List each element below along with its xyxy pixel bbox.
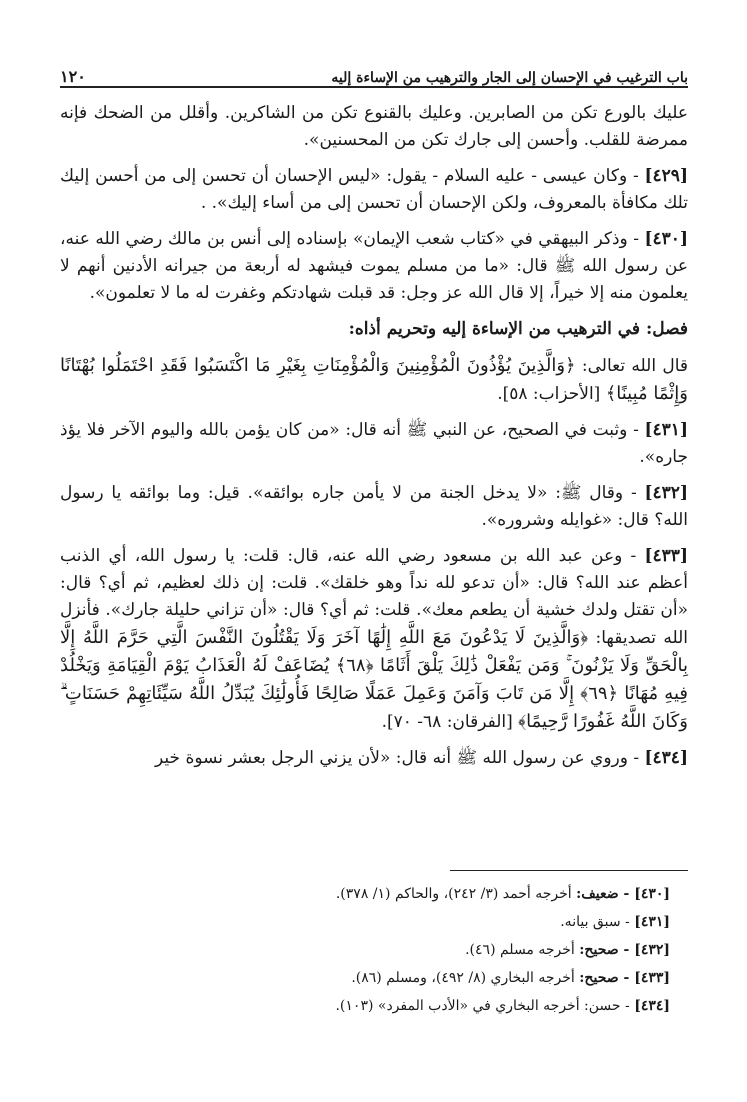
footnote-text: - حسن: أخرجه البخاري في «الأدب المفرد» (١٠٣). — [335, 998, 635, 1014]
paragraph-continuation — [60, 100, 688, 154]
paragraph-text: - وعن عبد الله بن مسعود رضي الله عنه، قال: قلت: يا رسول الله، أي الذنب أعظم عند الله؟ قال: «أن تدعو لله نداً وهو خلقك». قلت: إن ذلك لعظيم، ثم أي؟ قال: «أن تقتل ولدك خشية أن يطعم معك». قلت: ثم أي؟ قال: «أن تزاني حليلة جارك». فأنزل الله تصديقها: — [60, 546, 688, 648]
quran-verse-1 — [60, 352, 688, 408]
hadith-number: [٤٣٣] — [644, 546, 688, 566]
footnote-number: [٤٣٢] — [634, 942, 670, 958]
footnote-divider — [450, 870, 688, 871]
paragraph-432 — [60, 480, 688, 534]
footnote-text: - سبق بيانه. — [560, 914, 635, 930]
verse-reference: [الفرقان: ٦٨- ٧٠]. — [381, 712, 519, 732]
hadith-number: [٤٣٠] — [644, 229, 688, 249]
section-heading: فصل: في الترهيب من الإساءة إليه وتحريم أذاه: — [348, 319, 688, 339]
verse-text: ﴿وَالَّذِينَ لَا يَدْعُونَ مَعَ اللَّهِ إِلَٰهًا آخَرَ وَلَا يَقْتُلُونَ النَّفْسَ الَّتِي حَرَّمَ اللَّهُ إِلَّا بِالْحَقِّ وَلَا يَزْنُونَ ۚ وَمَن يَفْعَلْ ذَٰلِكَ يَلْقَ أَثَامًا ﴿٦٨﴾ يُضَاعَفْ لَهُ الْعَذَابُ يَوْمَ الْقِيَامَةِ وَيَخْلُدْ فِيهِ مُهَانًا ﴿٦٩﴾ إِلَّا مَن تَابَ وَآمَنَ وَعَمِلَ عَمَلًا صَالِحًا فَأُولَٰئِكَ يُبَدِّلُ اللَّهُ سَيِّئَاتِهِمْ حَسَنَاتٍ ۗ وَكَانَ اللَّهُ غَفُورًا رَّحِيمًا﴾ — [60, 627, 688, 732]
hadith-number: [٤٣١] — [644, 420, 688, 440]
paragraph-433 — [60, 543, 688, 736]
paragraph-430 — [60, 226, 688, 307]
paragraph-429 — [60, 163, 688, 217]
paragraph-431 — [60, 417, 688, 471]
footnote-grade: - صحيح: — [579, 970, 635, 986]
page-header — [60, 58, 688, 88]
footnote-item — [60, 992, 670, 1020]
footnote-text: أخرجه مسلم (٤٦). — [465, 942, 580, 958]
paragraph-text: - وذكر البيهقي في «كتاب شعب الإيمان» بإسناده إلى أنس بن مالك رضي الله عنه، عن رسول الله ﷺ قال: «ما من مسلم يموت فيشهد له أربعة من جيرانه الأدنين أنهم لا يعلمون منه إلا خيراً، إلا قال الله عز وجل: قد قبلت شهادتكم وغفرت له ما لا تعلمون». — [60, 229, 688, 303]
hadith-number: [٤٢٩] — [644, 166, 688, 186]
page-number: ١٢٠ — [60, 67, 86, 86]
paragraph-text: - وقال ﷺ: «لا يدخل الجنة من لا يأمن جاره بوائقه». قيل: وما بوائقه يا رسول الله؟ قال: «غوايله وشروره». — [60, 483, 688, 530]
footnote-grade: - ضعيف: — [576, 886, 635, 902]
footnote-item — [60, 880, 670, 908]
running-title: باب الترغيب في الإحسان إلى الجار والترهيب من الإساءة إليه — [331, 70, 688, 86]
footnote-text: أخرجه البخاري (٨/ ٤٩٢)، ومسلم (٨٦). — [351, 970, 580, 986]
footnote-number: [٤٣٠] — [634, 886, 670, 902]
footnote-item — [60, 908, 670, 936]
footnote-text: أخرجه أحمد (٣/ ٢٤٢)، والحاكم (١/ ٣٧٨). — [335, 886, 577, 902]
footnote-number: [٤٣١] — [634, 914, 670, 930]
verse-text: ﴿وَالَّذِينَ يُؤْذُونَ الْمُؤْمِنِينَ وَالْمُؤْمِنَاتِ بِغَيْرِ مَا اكْتَسَبُوا فَقَدِ احْتَمَلُوا بُهْتَانًا وَإِثْمًا مُبِينًا﴾ — [60, 355, 688, 404]
footnote-number: [٤٣٣] — [634, 970, 670, 986]
verse-reference: [الأحزاب: ٥٨]. — [497, 384, 606, 404]
paragraph-434 — [60, 745, 688, 772]
verse-intro: قال الله تعالى: — [575, 356, 688, 376]
footnotes — [60, 880, 688, 1020]
paragraph-text: عليك بالورع تكن من الصابرين. وعليك بالقنوع تكن من الشاكرين. وأقلل من الضحك فإنه ممرضة للقلب. وأحسن إلى جارك تكن من المحسنين». — [60, 103, 688, 150]
paragraph-text: - وروي عن رسول الله ﷺ أنه قال: «لأن يزني الرجل بعشر نسوة خير — [155, 748, 645, 768]
footnote-grade: - صحيح: — [579, 942, 635, 958]
footnote-item — [60, 936, 670, 964]
paragraph-text: - وكان عيسى - عليه السلام - يقول: «ليس الإحسان أن تحسن إلى من أحسن إليك تلك مكافأة بالمعروف، ولكن الإحسان أن تحسن إلى من أساء إليك». . — [60, 166, 688, 213]
hadith-number: [٤٣٤] — [644, 748, 688, 768]
paragraph-text: - وثبت في الصحيح، عن النبي ﷺ أنه قال: «من كان يؤمن بالله واليوم الآخر فلا يؤذ جاره». — [60, 420, 688, 467]
hadith-number: [٤٣٢] — [644, 483, 688, 503]
footnote-item — [60, 964, 670, 992]
footnote-number: [٤٣٤] — [634, 998, 670, 1014]
main-text — [60, 100, 688, 781]
